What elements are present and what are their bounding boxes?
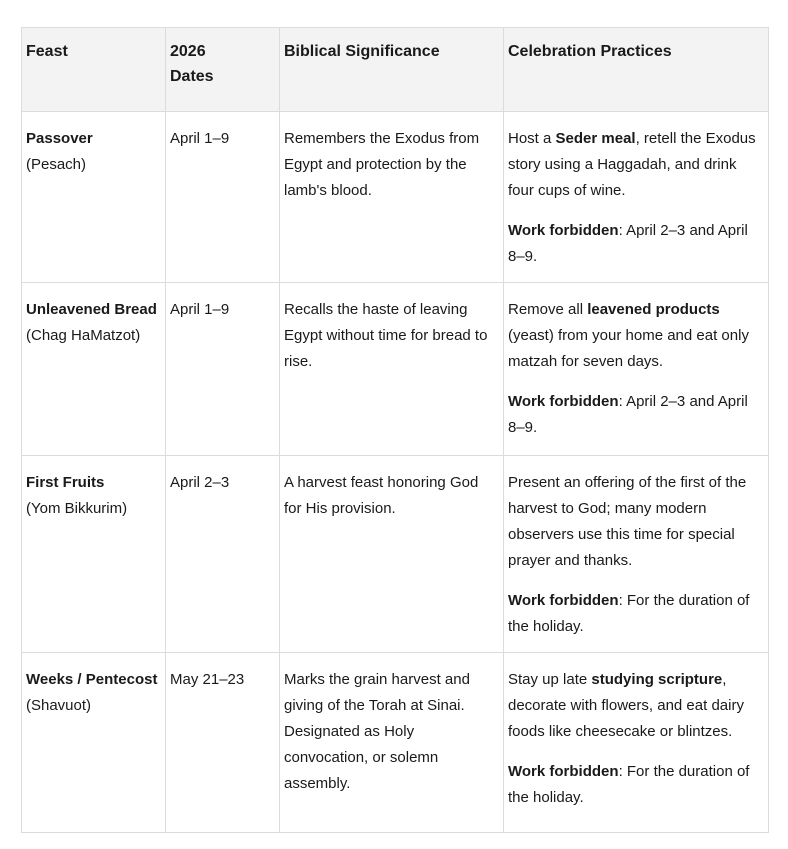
feast-subtitle: (Pesach) [26, 156, 87, 173]
table-header [22, 28, 769, 112]
feast-cell [22, 653, 166, 833]
feast-cell [22, 112, 166, 283]
dates-cell: April 1–9 [166, 283, 280, 456]
work-label: Work forbidden [508, 763, 619, 780]
work-label: Work forbidden [508, 592, 619, 609]
work-forbidden [508, 759, 764, 811]
practices-cell [504, 653, 769, 833]
work-label: Work forbidden [508, 222, 619, 239]
table-row [22, 456, 769, 653]
table-row [22, 112, 769, 283]
work-text: : April 2–3 and April 8–9. [508, 393, 748, 436]
practice-pre: Remove all [508, 301, 588, 318]
work-text: : For the duration of the holiday. [508, 592, 750, 635]
practice-pre: Host a [508, 130, 556, 147]
header-practices: Celebration Practices [504, 28, 769, 112]
work-text: : April 2–3 and April 8–9. [508, 222, 748, 265]
practice-post: (yeast) from your home and eat only matzah for seven days. [508, 327, 749, 370]
practices-cell [504, 456, 769, 653]
dates-cell: May 21–23 [166, 653, 280, 833]
dates-cell: April 1–9 [166, 112, 280, 283]
practice-text [508, 126, 764, 204]
header-significance: Biblical Significance [280, 28, 504, 112]
work-forbidden [508, 588, 764, 640]
feast-subtitle: (Shavuot) [26, 697, 92, 714]
feast-name: First Fruits [26, 474, 105, 491]
practice-pre: Stay up late [508, 671, 592, 688]
significance-cell: Remembers the Exodus from Egypt and protection by the lamb's blood. [280, 112, 504, 283]
practice-text [508, 667, 764, 745]
practice-bold: leavened products [587, 301, 720, 318]
header-row [22, 28, 769, 112]
feast-cell [22, 283, 166, 456]
practice-bold: studying scripture [591, 671, 723, 688]
feast-table [21, 27, 769, 833]
feast-subtitle: (Yom Bikkurim) [26, 500, 128, 517]
work-label: Work forbidden [508, 393, 619, 410]
feast-name: Weeks / Pentecost [26, 671, 158, 688]
feast-cell [22, 456, 166, 653]
table-row [22, 653, 769, 833]
feast-name: Passover [26, 130, 93, 147]
dates-cell: April 2–3 [166, 456, 280, 653]
practices-cell [504, 112, 769, 283]
table-row [22, 283, 769, 456]
practices-cell [504, 283, 769, 456]
significance-cell: Recalls the haste of leaving Egypt without time for bread to rise. [280, 283, 504, 456]
feast-subtitle: (Chag HaMatzot) [26, 327, 141, 344]
practice-text [508, 470, 764, 574]
work-text: : For the duration of the holiday. [508, 763, 750, 806]
work-forbidden [508, 389, 764, 441]
practice-post: , decorate with flowers, and eat dairy foods like cheesecake or blintzes. [508, 671, 744, 740]
practice-text [508, 297, 764, 375]
significance-cell: Marks the grain harvest and giving of the Torah at Sinai. Designated as Holy convocation, or solemn assembly. [280, 653, 504, 833]
significance-cell: A harvest feast honoring God for His provision. [280, 456, 504, 653]
feast-name: Unleavened Bread [26, 301, 157, 318]
practice-post: , retell the Exodus story using a Haggadah, and drink four cups of wine. [508, 130, 756, 199]
header-feast: Feast [22, 28, 166, 112]
practice-bold: Seder meal [555, 130, 636, 147]
work-forbidden [508, 218, 764, 270]
practice-pre: Present an offering of the first of the harvest to God; many modern observers use this time for special prayer and thanks. [508, 474, 747, 569]
header-dates: 2026 Dates [166, 28, 280, 112]
